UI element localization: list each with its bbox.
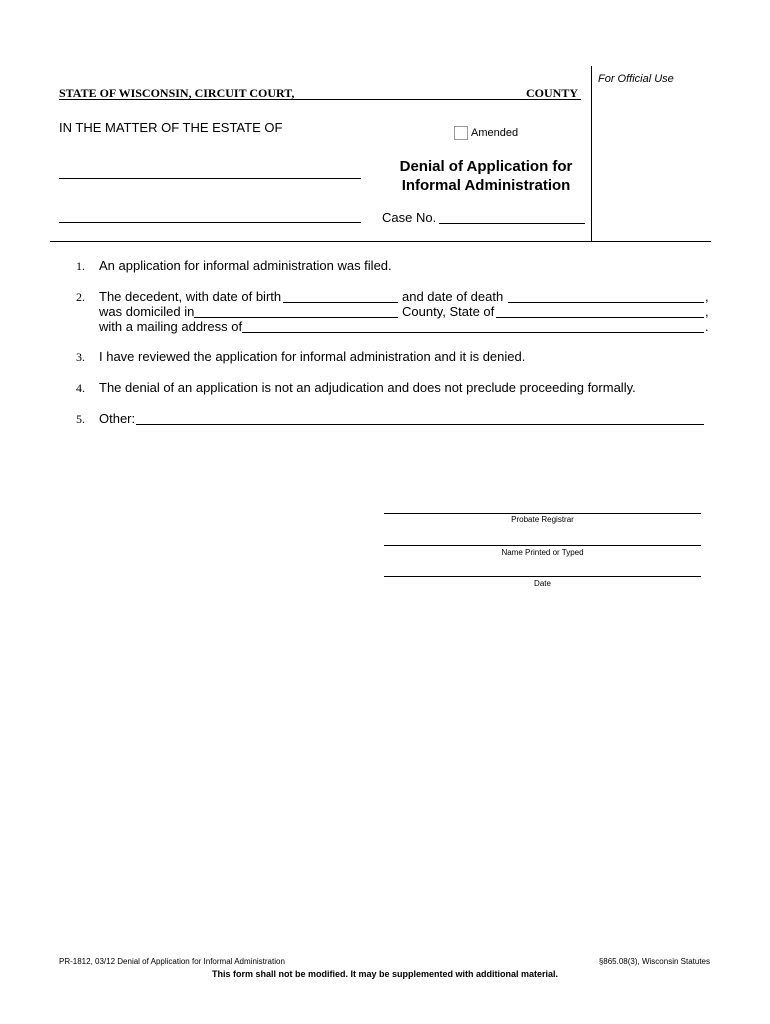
amended-label: Amended xyxy=(471,127,519,139)
mailing-address-field[interactable] xyxy=(242,318,704,333)
date-field[interactable] xyxy=(384,562,701,577)
modification-notice: This form shall not be modified. It may be supplemented with additional material. xyxy=(211,969,559,979)
court-heading-rule xyxy=(59,99,581,100)
form-title-line1: Denial of Application for xyxy=(399,158,573,175)
form-title-line2: Informal Administration xyxy=(401,177,571,194)
county-label: COUNTY xyxy=(526,86,579,100)
form-id: PR-1812, 03/12 Denial of Application for Informal Administration xyxy=(59,957,285,966)
statute-reference: §865.08(3), Wisconsin Statutes xyxy=(598,957,710,966)
header-separator xyxy=(50,241,711,242)
official-use-divider xyxy=(591,66,592,241)
amended-checkbox[interactable] xyxy=(454,126,468,140)
item-4-number: 4. xyxy=(76,381,85,395)
printed-name-field[interactable] xyxy=(384,531,701,546)
item-4-text: The denial of an application is not an adjudication and does not preclude proceeding formally. xyxy=(99,380,636,395)
domicile-state-field[interactable] xyxy=(496,303,704,318)
court-heading: STATE OF WISCONSIN, CIRCUIT COURT, xyxy=(59,86,295,100)
estate-name-field-2[interactable] xyxy=(59,208,361,223)
domicile-county-field[interactable] xyxy=(194,303,398,318)
item-2-comma-1: , xyxy=(705,289,709,304)
official-use-label: For Official Use xyxy=(598,73,674,85)
item-2-period: . xyxy=(705,319,709,334)
death-date-field[interactable] xyxy=(508,288,704,303)
item-2-birth-label: The decedent, with date of birth xyxy=(99,289,282,304)
registrar-label: Probate Registrar xyxy=(511,515,574,524)
case-number-label: Case No. xyxy=(382,210,437,225)
estate-matter-label: IN THE MATTER OF THE ESTATE OF xyxy=(59,120,283,135)
item-3-number: 3. xyxy=(76,350,85,364)
item-2-state-label: County, State of xyxy=(402,304,495,319)
other-field[interactable] xyxy=(136,410,704,425)
item-5-label: Other: xyxy=(99,411,136,426)
item-2-comma-2: , xyxy=(705,304,709,319)
item-2-address-label: with a mailing address of xyxy=(99,319,243,334)
item-2-death-label: and date of death xyxy=(402,289,504,304)
item-1-number: 1. xyxy=(76,259,85,273)
birth-date-field[interactable] xyxy=(283,288,398,303)
case-number-field[interactable] xyxy=(439,209,585,224)
printed-name-label: Name Printed or Typed xyxy=(501,548,584,557)
registrar-signature-field[interactable] xyxy=(384,499,701,514)
item-2-number: 2. xyxy=(76,290,85,304)
item-5-number: 5. xyxy=(76,412,85,426)
item-3-text: I have reviewed the application for informal administration and it is denied. xyxy=(99,349,526,364)
date-label: Date xyxy=(534,579,551,588)
estate-name-field-1[interactable] xyxy=(59,164,361,179)
item-2-domicile-label: was domiciled in xyxy=(99,304,195,319)
item-1-text: An application for informal administration was filed. xyxy=(99,258,392,273)
